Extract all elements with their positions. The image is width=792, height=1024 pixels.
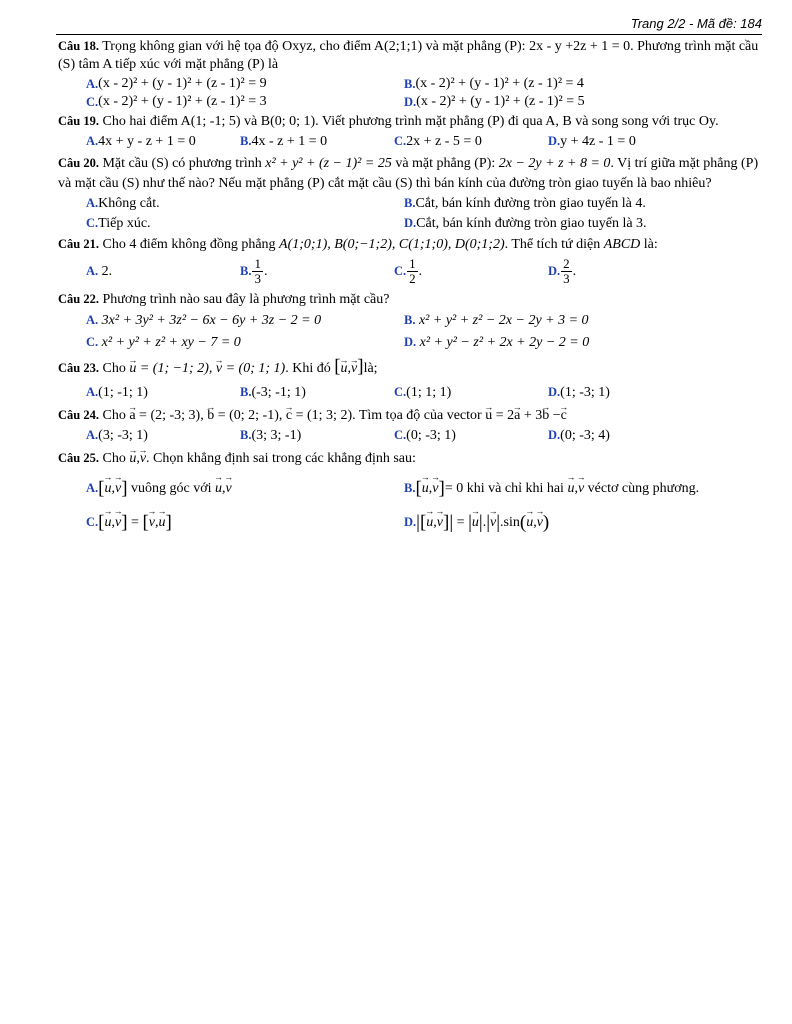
question-20-sphere-equation: x² + y² + (z − 1)² = 25 [265,155,392,171]
question-18-option-d[interactable]: D. (x - 2)² + (y - 1)² + (z - 1)² = 5 [404,94,585,109]
question-23-options [58,382,764,404]
question-19 [58,113,764,131]
question-24-option-a[interactable]: A. (3; -3; 1) [86,427,148,443]
fraction: $\frac{1}{2}$ [409,256,416,286]
question-21-option-a[interactable]: A. 2. [86,263,113,279]
question-24-a-definition: = (2; -3; 3), [139,407,204,423]
question-23-option-d[interactable]: D. (1; -3; 1) [548,384,610,400]
question-21-option-b[interactable]: B. $\frac{1}{3}$ . [240,256,268,286]
question-25-option-b[interactable]: B. [ → u , → v ] = 0 khi và chỉ khi hai → u , → v véctơ cùng phương. [404,478,699,500]
question-23-option-a[interactable]: A. (1; -1; 1) [86,384,148,400]
question-25-number: Câu 25. [58,450,99,465]
exam-content [58,38,764,540]
question-21-number: Câu 21. [58,236,99,251]
vector-u: → u [129,356,136,382]
question-24-text-a: Cho [102,407,126,423]
question-20 [58,153,764,194]
question-18-option-c[interactable]: C. (x - 2)² + (y - 1)² + (z - 1)² = 3 [86,94,267,109]
question-20-option-a[interactable]: A. Không cắt. [86,195,160,211]
question-18-text: Trọng không gian với hệ tọa độ Oxyz, cho điểm A(2;1;1) và mặt phẳng (P): 2x - y +2z + 1 = 0. Phương trình mặt cầu (S) tâm A tiếp xúc với mặt phẳng (P) là [58,39,759,72]
question-24: Câu 24. Cho → a = (2; -3; 3), → b = (0; 2; -1), → c = (1; 3; 2). Tìm tọa độ của vector → u = 2→ a + 3→ b −→ c [58,404,764,427]
question-21-text-c: là: [643,236,658,252]
fraction: $\frac{1}{3}$ [254,256,261,286]
question-25-option-c[interactable]: C. [ → u , → v ] = [ → v , → u ] [86,512,404,534]
question-20-option-b[interactable]: B. Cắt, bán kính đường tròn giao tuyến là 4. [404,195,646,211]
question-23-v-definition: = (0; 1; 1) [225,360,286,376]
question-25-options-row-2 [58,506,764,540]
question-20-text-c: . Vị trí giữa mặt phẳng (P) và mặt cầu (S) như thế nào? Nếu mặt phẳng (P) cắt mặt cầu (S) thì bán kính của đường tròn giao tuyến là bao nhiêu? [58,155,759,191]
page-header-text: Trang 2/2 - Mã đề: 184 [630,16,762,31]
question-24-option-b[interactable]: B. (3; 3; -1) [240,427,302,443]
question-24-option-d[interactable]: D. (0; -3; 4) [548,427,610,443]
question-20-text-a: Mặt cầu (S) có phương trình [102,155,262,171]
question-20-options-row-1 [58,194,764,214]
question-20-plane-equation: 2x − 2y + z + 8 = 0 [498,155,611,171]
question-22-number: Câu 22. [58,291,99,306]
question-20-option-c[interactable]: C. Tiếp xúc. [86,215,151,231]
question-23-option-c[interactable]: C. (1; 1; 1) [394,384,452,400]
question-18-options-row-2 [58,91,764,113]
question-21 [58,234,764,255]
question-21-text-b: . Thể tích tứ diện [504,236,601,252]
page-header [56,14,762,35]
question-20-options-row-2 [58,214,764,234]
question-22 [58,289,764,310]
question-19-option-d[interactable]: D. y + 4z - 1 = 0 [548,133,636,149]
fraction: $\frac{2}{3}$ [563,256,570,286]
question-21-points: A(1;0;1), B(0;−1;2), C(1;1;0), D(0;1;2) [279,236,505,252]
question-25-options-row-1 [58,472,764,506]
question-23-number: Câu 23. [58,360,99,375]
question-22-text: Phương trình nào sau đây là phương trình mặt cầu? [102,291,390,307]
question-19-options [58,131,764,153]
question-22-option-d[interactable]: D. x² + y² − z² + 2x + 2y − 2 = 0 [404,334,590,350]
question-22-option-b[interactable]: B. x² + y² + z² − 2x − 2y + 3 = 0 [404,312,589,328]
question-22-options-row-1 [58,310,764,332]
question-18-option-a[interactable]: A. (x - 2)² + (y - 1)² + (z - 1)² = 9 [86,76,267,91]
question-21-option-d[interactable]: D. $\frac{2}{3}$ . [548,256,577,286]
question-25-option-a[interactable]: A. [ → u , → v ] vuông góc với → u , → v [86,478,404,500]
question-24-number: Câu 24. [58,407,99,422]
question-22-options-row-2 [58,332,764,354]
question-23: Câu 23. Cho → u = (1; −1; 2), → v = (0; 1; 1). Khi đó [→ u,→ v]là; [58,354,764,382]
vector-v: → v [216,356,222,382]
question-25-option-d[interactable]: D. |[ → u , → v ]| = | → u | . | → v | .sin ( → u , → v ) [404,512,549,534]
question-22-option-a[interactable]: A. 3x² + 3y² + 3z² − 6x − 6y + 3z − 2 = 0 [86,312,322,328]
question-20-option-d[interactable]: D. Cắt, bán kính đường tròn giao tuyến là 3. [404,215,647,231]
question-18-option-b[interactable]: B. (x - 2)² + (y - 1)² + (z - 1)² = 4 [404,76,584,91]
question-19-option-b[interactable]: B. 4x - z + 1 = 0 [240,133,328,149]
question-20-number: Câu 20. [58,155,99,170]
question-24-options [58,427,764,445]
question-24-b-definition: = (0; 2; -1), [217,407,283,423]
question-21-options [58,255,764,289]
question-23-text-a: Cho [102,360,126,376]
question-23-u-definition: = (1; −1; 2), [139,360,213,376]
question-18 [58,38,764,73]
question-23-option-b[interactable]: B. (-3; -1; 1) [240,384,306,400]
question-24-c-definition: = (1; 3; 2). Tìm tọa độ của vector [295,407,482,423]
question-19-number: Câu 19. [58,114,99,128]
question-23-text-b: . Khi đó [285,360,331,376]
question-19-option-c[interactable]: C. 2x + z - 5 = 0 [394,133,482,149]
question-24-option-c[interactable]: C. (0; -3; 1) [394,427,456,443]
question-23-text-c: là; [363,360,378,376]
question-21-option-c[interactable]: C. $\frac{1}{2}$ . [394,256,423,286]
question-25-text-b: . Chọn khẳng định sai trong các khẳng định sau: [146,450,416,466]
question-21-text-a: Cho 4 điểm không đồng phẳng [102,236,276,252]
question-25-text-a: Cho [102,450,126,466]
question-22-option-c[interactable]: C. x² + y² + z² + xy − 7 = 0 [86,334,241,350]
question-21-tetrahedron-name: ABCD [603,236,641,252]
question-18-number: Câu 18. [58,39,99,53]
question-25: Câu 25. Cho → u,→ v. Chọn khẳng định sai trong các khẳng định sau: [58,445,764,472]
question-19-option-a[interactable]: A. 4x + y - z + 1 = 0 [86,133,196,149]
question-19-text: Cho hai điểm A(1; -1; 5) và B(0; 0; 1). Viết phương trình mặt phẳng (P) đi qua A, B và song song với trục Oy. [102,114,719,129]
question-20-text-b: và mặt phẳng (P): [395,155,496,171]
